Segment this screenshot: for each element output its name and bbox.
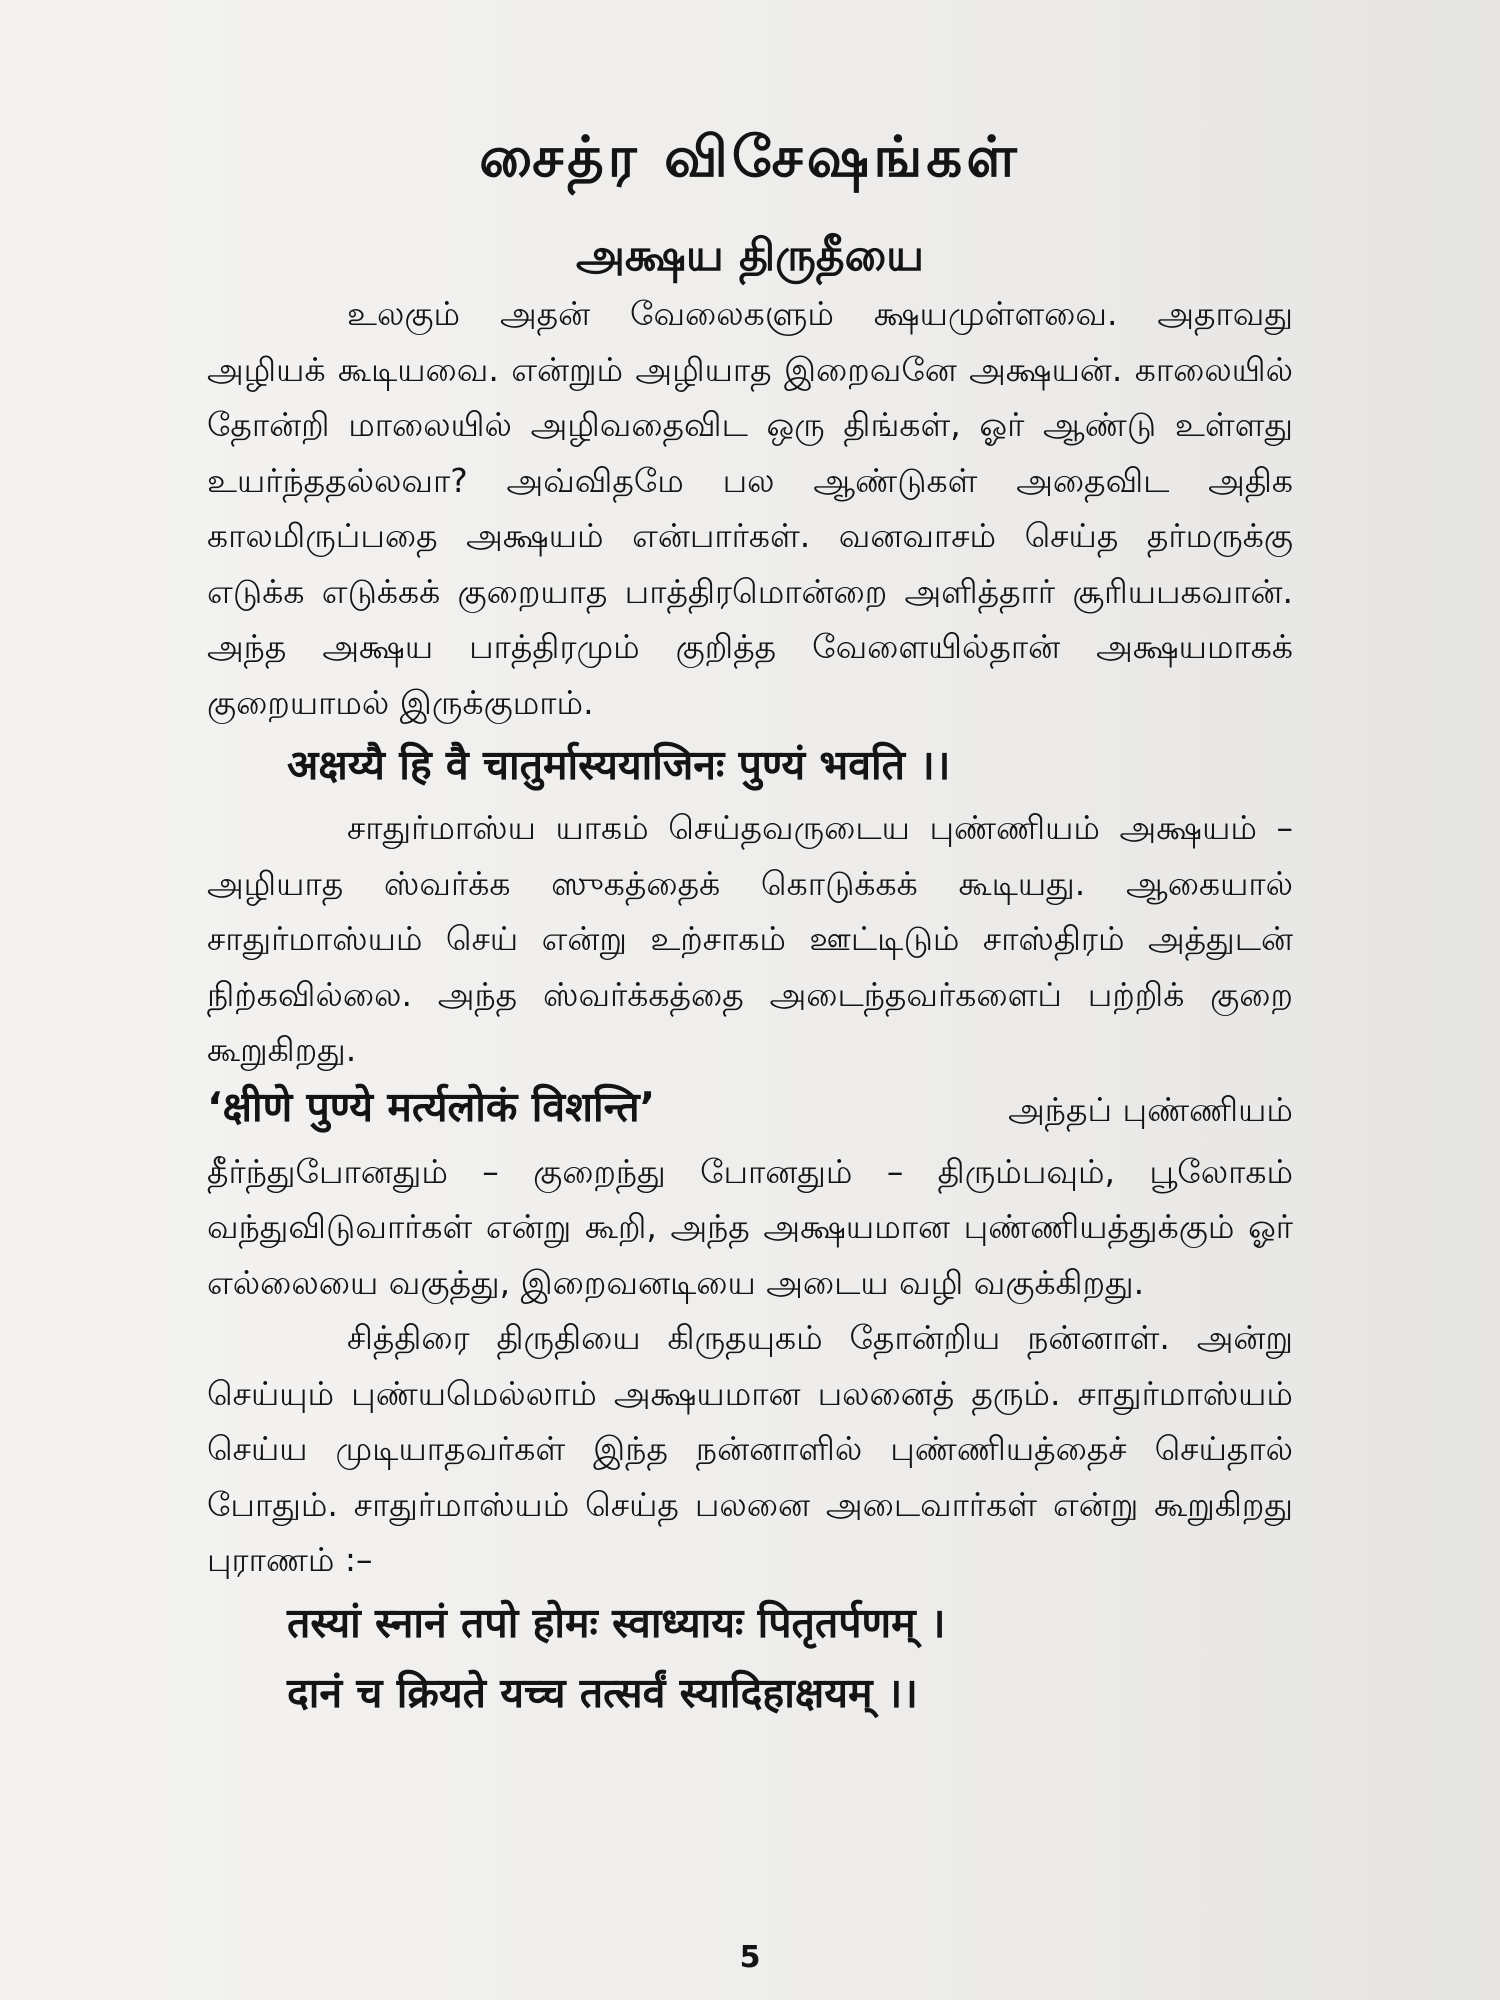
page-number: 5 bbox=[739, 1940, 761, 1975]
paragraph-4: சித்திரை திருதியை கிருதயுகம் தோன்றிய நன்னாள். அன்று செய்யும் புண்யமெல்லாம் அக்ஷயமான பலனைத் தரும். சாதுர்மாஸ்யம் செய்ய முடியாதவர்கள் இந்த நன்னாளில் புண்ணியத்தைச் செய்தால் போதும். சாதுர்மாஸ்யம் செய்த பலனை அடைவார்கள் என்று கூறுகிறது புராணம் :– bbox=[207, 1318, 1293, 1579]
paragraph-2: சாதுர்மாஸ்ய யாகம் செய்தவருடைய புண்ணியம் அக்ஷயம் – அழியாத ஸ்வர்க்க ஸுகத்தைக் கொடுக்கக் கூடியது. ஆகையால் சாதுர்மாஸ்யம் செய் என்று உற்சாகம் ஊட்டிடும் சாஸ்திரம் அத்துடன் நிற்கவில்லை. அந்த ஸ்வர்க்கத்தை அடைந்தவர்களைப் பற்றிக் குறை கூறுகிறது. bbox=[207, 808, 1293, 1069]
section-heading: அக்ஷய திருதீயை bbox=[576, 230, 924, 281]
sanskrit-verse-line-1: तस्यां स्नानं तपो होमः स्वाध्यायः पितृतर्पणम् । bbox=[287, 1598, 946, 1647]
paragraph-3-lead: அந்தப் புண்ணியம் bbox=[1008, 1089, 1293, 1129]
paragraph-1: உலகும் அதன் வேலைகளும் க்ஷயமுள்ளவை. அதாவது அழியக் கூடியவை. என்றும் அழியாத இறைவனே அக்ஷயன். காலையில் தோன்றி மாலையில் அழிவதைவிட ஒரு திங்கள், ஓர் ஆண்டு உள்ளது உயர்ந்ததல்லவா? அவ்விதமே பல ஆண்டுகள் அதைவிட அதிக காலமிருப்பதை அக்ஷயம் என்பார்கள். வனவாசம் செய்த தர்மருக்கு எடுக்க எடுக்கக் குறையாத பாத்திரமொன்றை அளித்தார் சூரியபகவான். அந்த அக்ஷய பாத்திரமும் குறித்த வேளையில்தான் அக்ஷயமாகக் குறையாமல் இருக்குமாம். bbox=[207, 294, 1293, 722]
paragraph-3: தீர்ந்துபோனதும் – குறைந்து போனதும் – திரும்பவும், பூலோகம் வந்துவிடுவார்கள் என்று கூறி, அந்த அக்ஷயமான புண்ணியத்துக்கும் ஓர் எல்லையை வகுத்து, இறைவனடியை அடைய வழி வகுக்கிறது. bbox=[207, 1151, 1293, 1302]
quote-line bbox=[207, 1078, 1293, 1144]
page-title: சைத்ர விசேஷங்கள் bbox=[479, 125, 1021, 190]
text-column bbox=[207, 118, 1293, 1728]
sanskrit-verse-line-2: दानं च क्रियते यच्च तत्सर्वं स्यादिहाक्षयम् ।। bbox=[287, 1668, 918, 1717]
sanskrit-quote-1: अक्षय्यै हि वै चातुर्मास्ययाजिनः पुण्यं भवति ।। bbox=[287, 741, 951, 789]
sanskrit-quote-2: ‘क्षीणे पुण्ये मर्त्यलोकं विशन्ति’ bbox=[207, 1082, 656, 1131]
